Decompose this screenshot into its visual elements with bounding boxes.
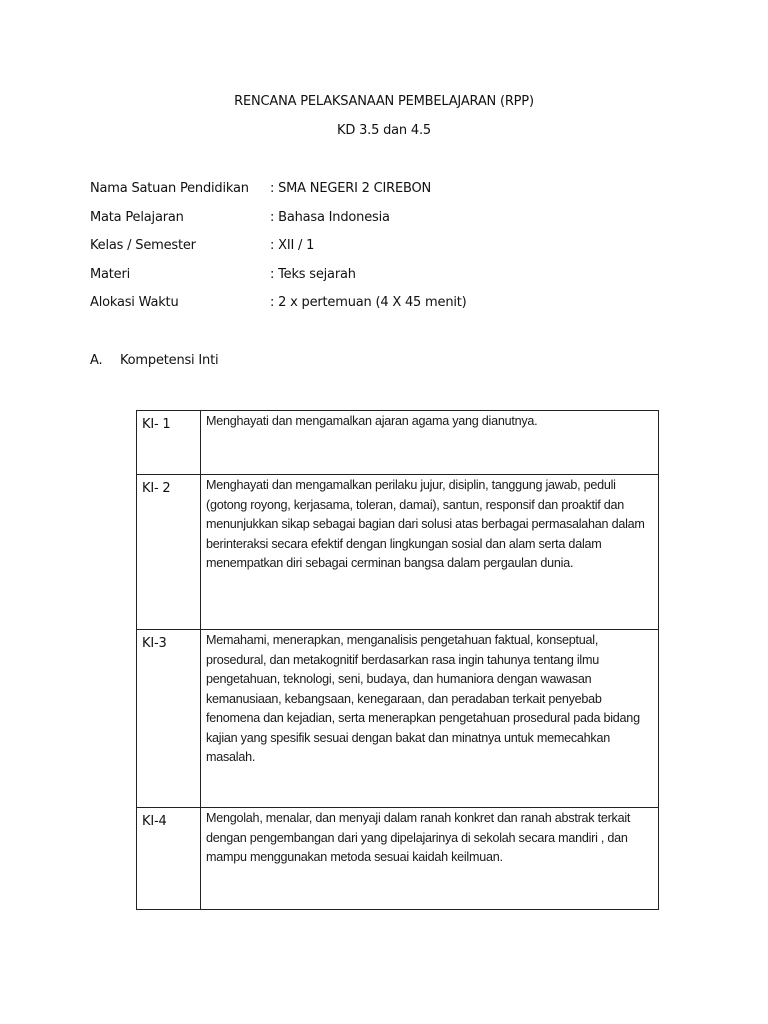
- table-row: [137, 411, 659, 475]
- identity-label: Materi: [90, 267, 131, 282]
- identity-label: Nama Satuan Pendidikan: [90, 181, 249, 196]
- identity-label: Kelas / Semester: [90, 238, 196, 253]
- kompetensi-inti-table: [136, 410, 659, 910]
- ki-description-cell: Menghayati dan mengamalkan ajaran agama yang dianutnya.: [201, 411, 659, 475]
- identity-value: : Bahasa Indonesia: [270, 210, 390, 225]
- document-subtitle: KD 3.5 dan 4.5: [337, 123, 431, 138]
- identity-value: : SMA NEGERI 2 CIREBON: [270, 181, 432, 196]
- section-letter: A.: [90, 353, 103, 368]
- table-row: [137, 630, 659, 808]
- document-title: RENCANA PELAKSANAAN PEMBELAJARAN (RPP): [234, 94, 534, 109]
- ki-code-cell: KI- 1: [137, 411, 201, 475]
- identity-label: Alokasi Waktu: [90, 295, 179, 310]
- ki-code-cell: KI- 2: [137, 475, 201, 630]
- ki-code-cell: KI-3: [137, 630, 201, 808]
- section-title: Kompetensi Inti: [120, 353, 219, 368]
- ki-description-cell: Menghayati dan mengamalkan perilaku jujur, disiplin, tanggung jawab, peduli (gotong royong, kerjasama, toleran, damai), santun, responsif dan proaktif dan menunjukkan sikap sebagai bagian dari solusi atas berbagai permasalahan dalam berinteraksi secara efektif dengan lingkungan sosial dan alam serta dalam menempatkan diri sebagai cerminan bangsa dalam pergaulan dunia.: [201, 475, 659, 630]
- ki-description-cell: Mengolah, menalar, dan menyaji dalam ranah konkret dan ranah abstrak terkait dengan pengembangan dari yang dipelajarinya di sekolah secara mandiri , dan mampu menggunakan metoda sesuai kaidah keilmuan.: [201, 808, 659, 910]
- table-row: [137, 808, 659, 910]
- table-row: [137, 475, 659, 630]
- identity-value: : 2 x pertemuan (4 X 45 menit): [270, 295, 467, 310]
- ki-description-cell: Memahami, menerapkan, menganalisis pengetahuan faktual, konseptual, prosedural, dan metakognitif berdasarkan rasa ingin tahunya tentang ilmu pengetahuan, teknologi, seni, budaya, dan humaniora dengan wawasan kemanusiaan, kebangsaan, kenegaraan, dan peradaban terkait penyebab fenomena dan kejadian, serta menerapkan pengetahuan prosedural pada bidang kajian yang spesifik sesuai dengan bakat dan minatnya untuk memecahkan masalah.: [201, 630, 659, 808]
- identity-label: Mata Pelajaran: [90, 210, 184, 225]
- identity-value: : Teks sejarah: [270, 267, 356, 282]
- identity-value: : XII / 1: [270, 238, 315, 253]
- ki-code-cell: KI-4: [137, 808, 201, 910]
